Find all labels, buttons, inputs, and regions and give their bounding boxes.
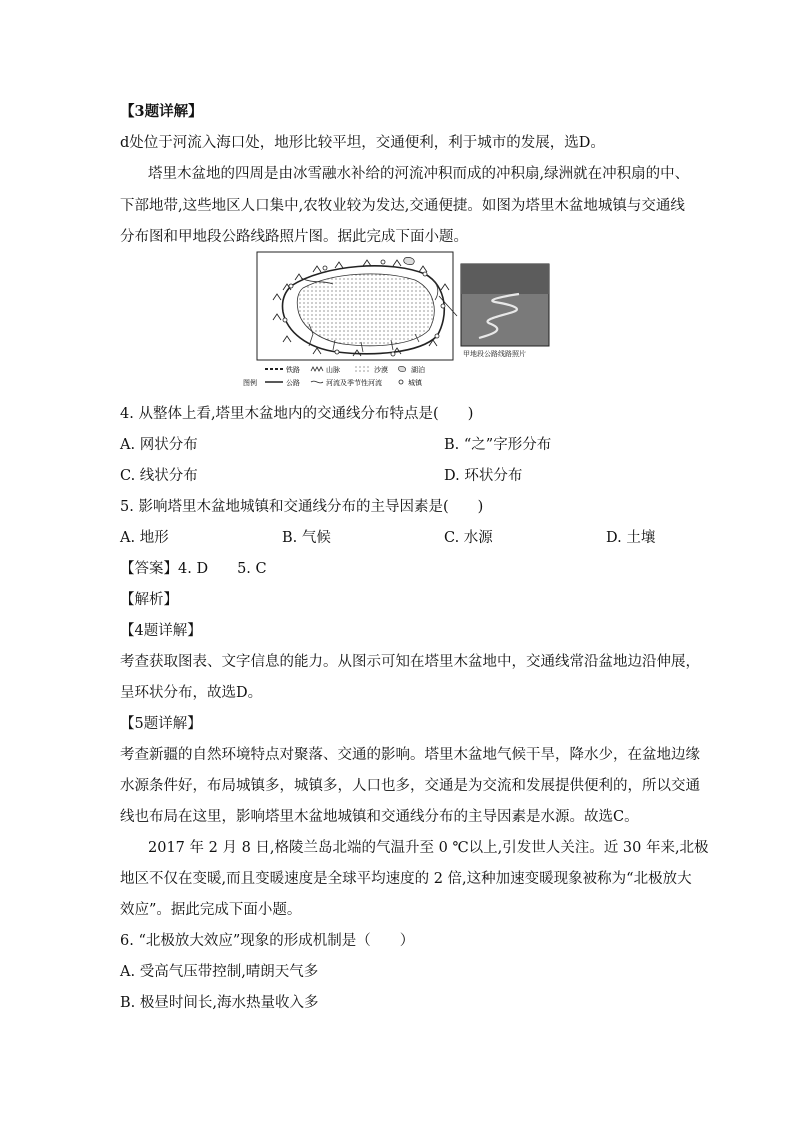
- intro-line-1: 塔里木盆地的四周是由冰雪融水补给的河流冲积而成的冲积扇,绿洲就在冲积扇的中、: [148, 166, 690, 182]
- legend-lake: 湖泊: [411, 367, 425, 374]
- section5-line-1: 考查新疆的自然环境特点对聚落、交通的影响。塔里木盆地气候干旱，降水少，在盆地边缘: [120, 747, 700, 763]
- intro-line-2: 下部地带,这些地区人口集中,农牧业较为发达,交通便捷。如图为塔里木盆地城镇与交通线: [120, 198, 685, 214]
- q6-stem: 6. “北极放大效应”现象的形成机制是（ ）: [120, 933, 415, 949]
- legend-desert: 沙漠: [374, 367, 388, 374]
- q4-option-c: C. 线状分布: [120, 468, 198, 484]
- intro-line-3: 分布图和甲地段公路线路照片图。据此完成下面小题。: [120, 229, 468, 245]
- tarim-basin-figure: [243, 250, 553, 392]
- legend-railway: 铁路: [286, 367, 300, 374]
- q5-option-a: A. 地形: [120, 530, 169, 546]
- q5-option-d: D. 土壤: [606, 530, 656, 546]
- legend-mountain-symbol: [311, 367, 323, 371]
- section3-text: d处位于河流入海口处，地形比较平坦，交通便利，利于城市的发展，选D。: [120, 135, 605, 151]
- q5-option-c: C. 水源: [444, 530, 493, 546]
- section5-line-3: 线也布局在这里，影响塔里木盆地城镇和交通线分布的主导因素是水源。故选C。: [120, 809, 639, 825]
- legend-title: 图例: [243, 380, 257, 387]
- legend-town: 城镇: [408, 380, 422, 387]
- intro2-line-2: 地区不仅在变暖,而且变暖速度是全球平均速度的 2 倍,这种加速变暖现象被称为“北极放大: [120, 871, 692, 887]
- q5-option-b: B. 气候: [282, 530, 331, 546]
- legend-town-symbol: [399, 380, 403, 384]
- legend-mountain: 山脉: [326, 367, 340, 374]
- section4-heading: 【4题详解】: [120, 623, 202, 639]
- section3-heading: 【3题详解】: [120, 103, 203, 120]
- photo-caption: 甲地段公路线路照片: [463, 351, 526, 358]
- desert-area: [297, 274, 434, 346]
- section5-heading: 【5题详解】: [120, 716, 202, 732]
- section4-line-1: 考查获取图表、文字信息的能力。从图示可知在塔里木盆地中，交通线常沿盆地边沿伸展，: [120, 654, 700, 670]
- legend-river: 河流及季节性河流: [326, 380, 382, 387]
- analysis-heading: 【解析】: [120, 592, 178, 608]
- q4-option-a: A. 网状分布: [120, 437, 198, 453]
- legend-lake-symbol: [398, 366, 405, 371]
- legend-road: 公路: [286, 380, 300, 387]
- lake-icon: [404, 257, 415, 264]
- q6-option-a: A. 受高气压带控制,晴朗天气多: [120, 964, 319, 980]
- photo-sky: [461, 264, 549, 294]
- intro2-line-1: 2017 年 2 月 8 日,格陵兰岛北端的气温升至 0 ℃以上,引发世人关注。近 30 年来,北极: [148, 840, 709, 856]
- q4-option-d: D. 环状分布: [444, 468, 523, 484]
- q6-option-b: B. 极昼时间长,海水热量收入多: [120, 995, 319, 1011]
- section4-line-2: 呈环状分布，故选D。: [120, 685, 263, 701]
- q5-stem: 5. 影响塔里木盆地城镇和交通线分布的主导因素是( ): [120, 499, 484, 515]
- q4-stem: 4. 从整体上看,塔里木盆地内的交通线分布特点是( ): [120, 406, 474, 422]
- intro2-line-3: 效应”。据此完成下面小题。: [120, 902, 302, 918]
- q4-option-b: B. “之”字形分布: [444, 437, 552, 453]
- answer-line: 【答案】4. D 5. C: [120, 561, 267, 577]
- legend-river-symbol: [311, 381, 323, 383]
- section5-line-2: 水源条件好，布局城镇多，城镇多，人口也多，交通是为交流和发展提供便利的，所以交通: [120, 778, 700, 794]
- legend-desert-symbol: [355, 366, 371, 372]
